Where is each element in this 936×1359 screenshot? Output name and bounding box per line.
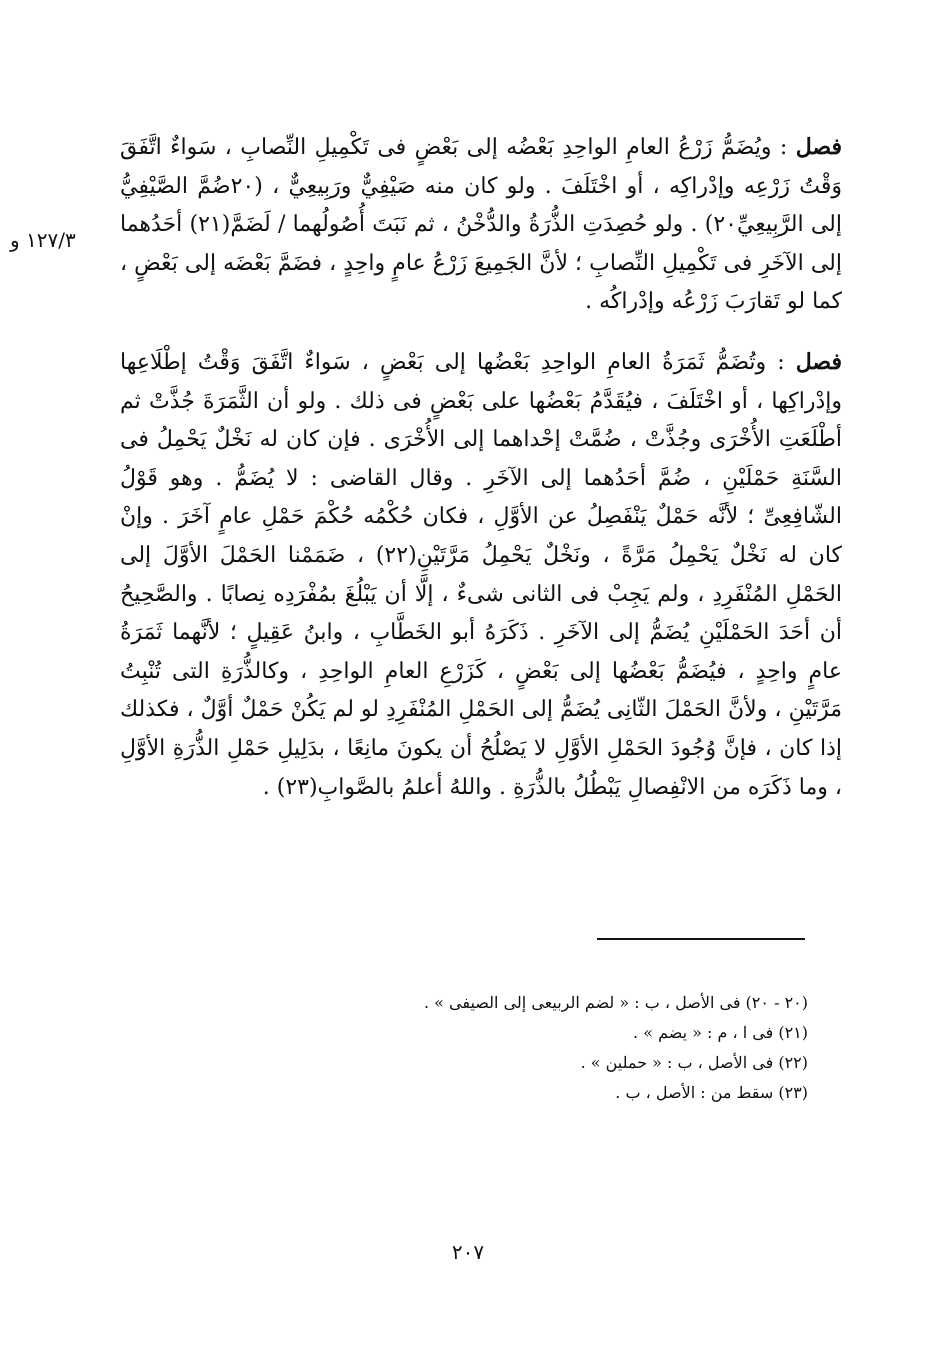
footnote-divider <box>597 938 805 940</box>
section-label-1: فصل <box>795 134 842 160</box>
paragraph-1-text: : ويُضَمُّ زَرْعُ العامِ الواحِدِ بَعْضُه إلى بَعْضٍ فى تَكْمِيلِ النِّصابِ ، سَواءٌ اتَّفَقَ وَقْتُ زَرْعِه وإدْراكِه ، أو اخْتَلَفَ . ولو كان منه صَيْفِيٌّ ورَبِيعِيٌّ ، (٢٠ضُمَّ الصَّيْفِيُّ إلى الرَّبِيعِيِّ٢٠) . ولو حُصِدَتِ الذُّرَةُ والدُّخْنُ ، ثم نَبَتَ أُصُولُهما / لَضَمَّ(٢١) أحَدُهما إلى الآخَرِ فى تَكْمِيلِ النِّصابِ ؛ لأنَّ الجَمِيعَ زَرْعُ عامٍ واحِدٍ ، فضَمَّ بَعْضَه إلى بَعْضٍ ، كما لو تَقارَبَ زَرْعُه وإدْراكُه . <box>120 135 842 315</box>
footnote-22: (٢٢) فى الأصل ، ب : « حملين » . <box>580 1053 808 1072</box>
footnote-21: (٢١) فى ا ، م : « يضم » . <box>633 1023 808 1042</box>
paragraph-2 <box>120 343 842 807</box>
main-text <box>120 128 842 828</box>
footnote-20: (٢٠ - ٢٠) فى الأصل ، ب : « لضم الربيعى إلى الصيفى » . <box>423 993 808 1012</box>
page-number: ٢٠٧ <box>451 1240 485 1264</box>
paragraph-2-text: : وتُضَمُّ ثَمَرَةُ العامِ الواحِدِ بَعْضُها إلى بَعْضٍ ، سَواءٌ اتَّفَقَ وَقْتُ إطْلَاعِها وإدْراكِها ، أو اخْتَلَفَ ، فيُقَدَّمُ بَعْضُها على بَعْضٍ فى ذلك . ولو أن الثَّمَرَةَ جُذَّتْ ثم أطْلَعَتِ الأُخْرَى وجُذَّتْ ، ضُمَّتْ إحْداهما إلى الأُخْرَى . فإن كان له نَخْلٌ يَحْمِلُ فى السَّنَةِ حَمْلَيْنِ ، ضُمَّ أحَدُهما إلى الآخَرِ . وقال القاضى : لا يُضَمُّ . وهو قَوْلُ الشّافِعِىِّ ؛ لأنَّه حَمْلٌ يَنْفَصِلُ عن الأوَّلِ ، فكان حُكْمُه حُكْمَ حَمْلِ عامٍ آخَرَ . وإنْ كان له نَخْلٌ يَحْمِلُ مَرَّةً ، ونَخْلٌ يَحْمِلُ مَرَّتَيْنِ(٢٢) ، ضَمَمْنا الحَمْلَ الأوَّلَ إلى الحَمْلِ المُنْفَرِدِ ، ولم يَجِبْ فى الثانى شىءٌ ، إلَّا أن يَبْلُغَ بمُفْرَدِه نِصابًا . والصَّحِيحُ أن أحَدَ الحَمْلَيْنِ يُضَمُّ إلى الآخَرِ . ذَكَرَهُ أبو الخَطَّابِ ، وابنُ عَقِيلٍ ؛ لأنَّهما ثَمَرَةُ عامٍ واحِدٍ ، فيُضَمُّ بَعْضُها إلى بَعْضٍ ، كَزَرْعِ العامِ الواحِدِ ، وكالذُّرَةِ التى تُنْبِتُ مَرَّتَيْنِ ، ولأنَّ الحَمْلَ الثّانِى يُضَمُّ إلى الحَمْلِ المُنْفَرِدِ لو لم يَكُنْ حَمْلٌ أوَّلٌ ، فكذلك إذا كان ، فإنَّ وُجُودَ الحَمْلِ الأوَّلِ لا يَصْلُحُ أن يكونَ مانِعًا ، بدَلِيلِ حَمْلِ الذُّرَةِ الأوَّلِ ، وما ذَكَرَه من الانْفِصالِ يَبْطُلُ بالذُّرَةِ . واللهُ أعلمُ بالصَّوابِ(٢٣) . <box>120 349 842 800</box>
section-label-2: فصل <box>795 348 842 375</box>
paragraph-1 <box>120 128 842 322</box>
footnotes <box>140 988 808 1108</box>
margin-reference: ١٢٧/٣ و <box>10 228 76 252</box>
footnote-23: (٢٣) سقط من : الأصل ، ب . <box>615 1083 808 1102</box>
